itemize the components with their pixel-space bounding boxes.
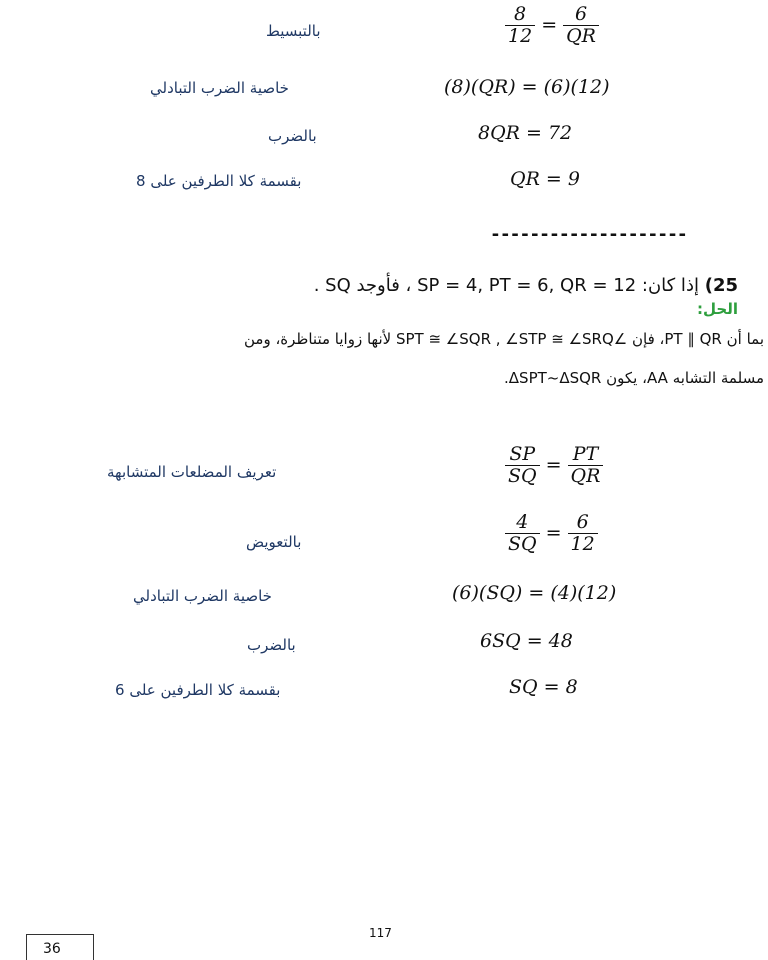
- equation: 6SQ = 48: [480, 630, 573, 652]
- problem-number: 25): [704, 275, 738, 296]
- step-label: خاصية الضرب التبادلي: [133, 587, 272, 605]
- step-label: تعريف المضلعات المتشابهة: [107, 463, 277, 481]
- page-box: 36: [26, 934, 94, 960]
- solution-line-1: بما أن PT ∥ QR، فإن ∠SPT ≅ ∠SQR , ∠STP ≅ ∠SRQ لأنها زوايا متناظرة، ومن: [243, 330, 764, 348]
- section-divider: --------------------: [490, 224, 687, 245]
- step-label: بقسمة كلا الطرفين على 8: [136, 172, 302, 190]
- equation-fraction: $\frac{SP}{SQ}$ = $\frac{PT}{QR}$: [505, 444, 603, 487]
- equation: (8)(QR) = (6)(12): [444, 76, 610, 98]
- equation: 8QR = 72: [478, 122, 573, 144]
- step-label: بالتعويض: [246, 533, 302, 551]
- page-number: 117: [369, 926, 392, 940]
- problem-text: إذا كان: SP = 4, PT = 6, QR = 12 ، فأوجد SQ .: [313, 275, 699, 296]
- equation: SQ = 8: [509, 676, 578, 698]
- solution-line-2: مسلمة التشابه AA، يكون ΔSPT~ΔSQR.: [504, 369, 764, 387]
- equation: (6)(SQ) = (4)(12): [452, 582, 617, 604]
- step-label: بقسمة كلا الطرفين على 6: [115, 681, 281, 699]
- step-label: بالضرب: [247, 636, 296, 654]
- equation-fraction: $\frac{8}{12}$ = $\frac{6}{QR}$: [505, 4, 599, 47]
- equation: QR = 9: [510, 168, 580, 190]
- problem-statement: [314, 275, 738, 296]
- step-label: بالضرب: [268, 127, 317, 145]
- equation-fraction: $\frac{4}{SQ}$ = $\frac{6}{12}$: [505, 512, 598, 555]
- solution-heading: الحل:: [697, 300, 738, 318]
- step-label: بالتبسيط: [266, 22, 321, 40]
- step-label: خاصية الضرب التبادلي: [150, 79, 289, 97]
